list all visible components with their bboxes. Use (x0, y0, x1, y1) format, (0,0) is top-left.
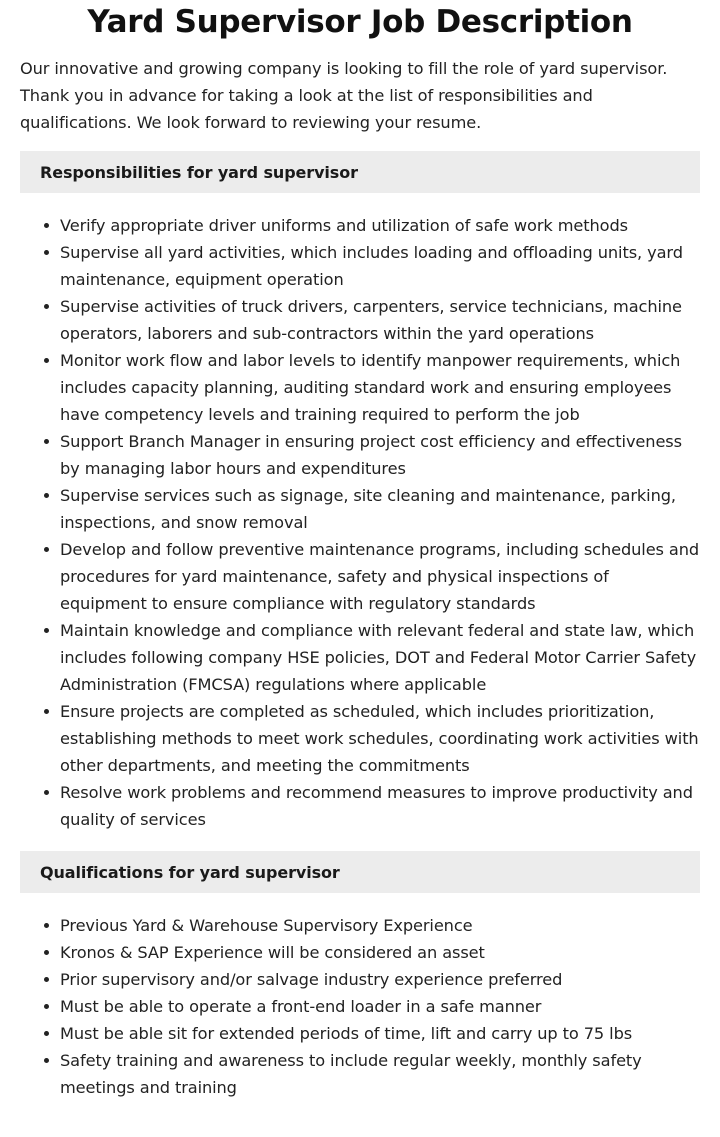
qualifications-list (20, 912, 700, 1101)
list-item: Must be able to operate a front-end loader in a safe manner (60, 993, 700, 1020)
list-item: Supervise all yard activities, which includes loading and offloading units, yard maintenance, equipment operation (60, 239, 700, 293)
list-item: Prior supervisory and/or salvage industry experience preferred (60, 966, 700, 993)
list-item: Safety training and awareness to include regular weekly, monthly safety meetings and training (60, 1047, 700, 1101)
list-item: Previous Yard & Warehouse Supervisory Experience (60, 912, 700, 939)
list-item: Support Branch Manager in ensuring project cost efficiency and effectiveness by managing labor hours and expenditures (60, 428, 700, 482)
list-item: Monitor work flow and labor levels to identify manpower requirements, which includes capacity planning, auditing standard work and ensuring employees have competency levels and training required to perform the job (60, 347, 700, 428)
list-item: Supervise services such as signage, site cleaning and maintenance, parking, inspections, and snow removal (60, 482, 700, 536)
page-title: Yard Supervisor Job Description (87, 4, 633, 40)
qualifications-heading: Qualifications for yard supervisor (20, 851, 700, 893)
list-item: Resolve work problems and recommend measures to improve productivity and quality of services (60, 779, 700, 833)
list-item: Ensure projects are completed as scheduled, which includes prioritization, establishing methods to meet work schedules, coordinating work activities with other departments, and meeting the commitments (60, 698, 700, 779)
intro-paragraph: Our innovative and growing company is looking to fill the role of yard supervisor. Thank you in advance for taking a look at the list of responsibilities and qualifications. We look forward to reviewing your resume. (20, 59, 668, 132)
responsibilities-heading: Responsibilities for yard supervisor (20, 151, 700, 193)
responsibilities-list (20, 212, 700, 833)
list-item: Verify appropriate driver uniforms and utilization of safe work methods (60, 212, 700, 239)
list-item: Kronos & SAP Experience will be considered an asset (60, 939, 700, 966)
list-item: Develop and follow preventive maintenance programs, including schedules and procedures for yard maintenance, safety and physical inspections of equipment to ensure compliance with regulatory standards (60, 536, 700, 617)
list-item: Supervise activities of truck drivers, carpenters, service technicians, machine operators, laborers and sub-contractors within the yard operations (60, 293, 700, 347)
list-item: Must be able sit for extended periods of time, lift and carry up to 75 lbs (60, 1020, 700, 1047)
list-item: Maintain knowledge and compliance with relevant federal and state law, which includes following company HSE policies, DOT and Federal Motor Carrier Safety Administration (FMCSA) regulations where applicable (60, 617, 700, 698)
